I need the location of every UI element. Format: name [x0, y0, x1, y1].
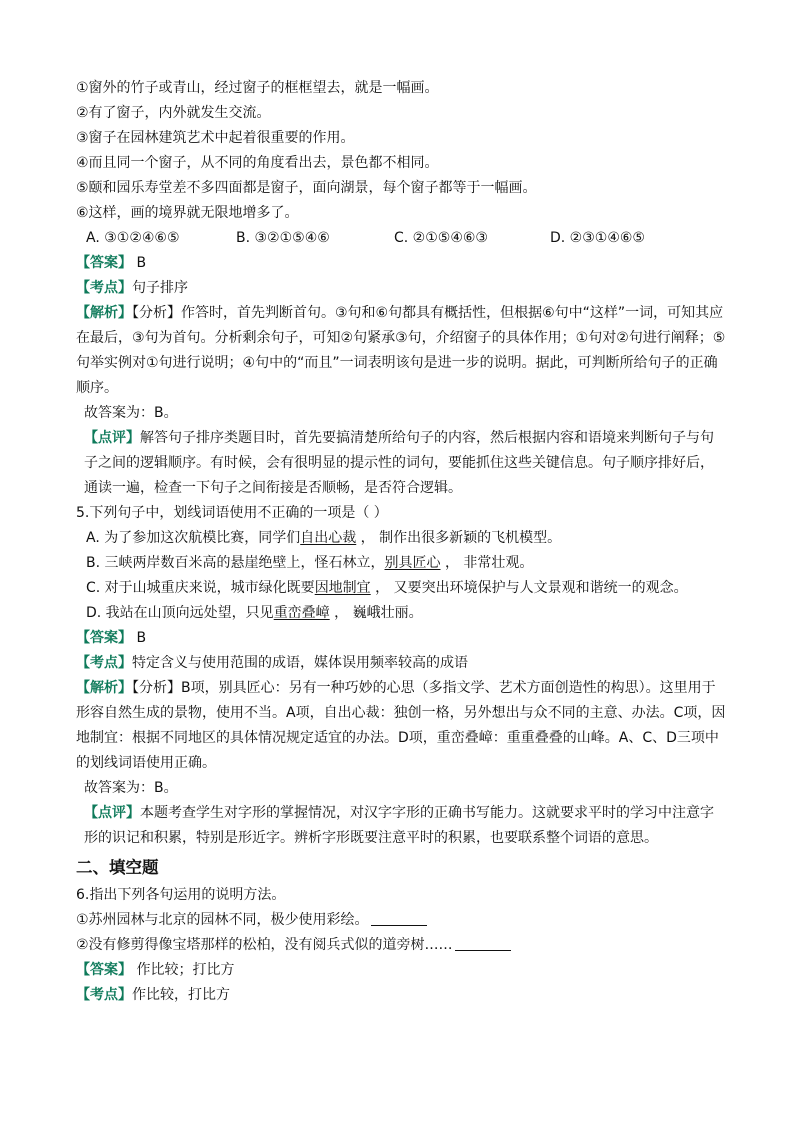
- q4-option-b: B. ③②①⑤④⑥: [236, 230, 330, 246]
- q5-answer-value: B: [132, 630, 147, 646]
- q4-answer: [76, 251, 726, 276]
- q5-final-answer: 故答案为：B。: [84, 780, 178, 796]
- q4-answer-value: B: [132, 255, 147, 271]
- q5-answer: [76, 626, 726, 651]
- q5-option-d-post: ， 巍峨壮丽。: [329, 605, 423, 621]
- document-page: [76, 76, 726, 1008]
- q5-option-c: [76, 576, 726, 601]
- q5-option-a-underlined: 自出心裁: [300, 530, 357, 546]
- q5-option-b-underlined: 别具匠心: [384, 555, 441, 571]
- q5-option-c-post: ， 又要突出环境保护与人文景观和谐统一的观念。: [370, 580, 688, 596]
- q5-option-a-pre: A. 为了参加这次航模比赛，同学们: [86, 530, 301, 546]
- q5-option-b-pre: B. 三峡两岸数百米高的悬崖绝壁上，怪石林立，: [86, 555, 385, 571]
- q6-item-1-text: ①苏州园林与北京的园林不同，极少使用彩绘。: [76, 912, 369, 928]
- q4-sentence-4: ④而且同一个窗子，从不同的角度看出去，景色都不相同。: [76, 155, 439, 171]
- q5-option-b-post: ， 非常壮观。: [440, 555, 534, 571]
- q5-answer-tag: 【答案】: [76, 630, 132, 646]
- q6-stem: 6.指出下列各句运用的说明方法。: [76, 887, 286, 903]
- q6-item-1-blank[interactable]: [371, 911, 427, 926]
- q4-sentence-3: ③窗子在园林建筑艺术中起着很重要的作用。: [76, 130, 355, 146]
- q6-kaodian-tag: 【考点】: [76, 987, 132, 1003]
- q4-kaodian-tag: 【考点】: [76, 280, 132, 296]
- q4-sentence-list: [76, 76, 726, 226]
- q4-dianping-text: 解答句子排序类题目时，首先要搞清楚所给句子的内容，然后根据内容和语境来判断句子与句子之间的逻辑顺序。有时候，会有很明显的提示性的词句，要能抓住这些关键信息。句子顺序排好后，通读一遍，检查一下句子之间衔接是否顺畅，是否符合逻辑。: [84, 430, 714, 496]
- q4-dianping: [76, 426, 726, 501]
- q5-option-c-underlined: 因地制宜: [314, 580, 371, 596]
- q6-item-2-blank[interactable]: [455, 936, 511, 951]
- q6-item-2-text: ②没有修剪得像宝塔那样的松柏，没有阅兵式似的道旁树……: [76, 937, 453, 953]
- q5-jiexi-tag: 【解析】: [76, 680, 132, 696]
- q6-answer-tag: 【答案】: [76, 962, 132, 978]
- q5-option-d-pre: D. 我站在山顶向远处望，只见: [86, 605, 274, 621]
- q4-option-c: C. ②①⑤④⑥③: [394, 230, 488, 246]
- q5-jiexi: [76, 676, 726, 776]
- q4-dianping-tag: 【点评】: [84, 430, 140, 446]
- q5-jiexi-text: 【分析】B项，别具匠心：另有一种巧妙的心思（多指文学、艺术方面创造性的构思）。这里用于形容自然生成的景物，使用不当。A项，自出心裁：独创一格，另外想出与众不同的主意、办法。C项，因地制宜：根据不同地区的具体情况规定适宜的办法。D项，重峦叠嶂：重重叠叠的山峰。A、C、D三项中的划线词语使用正确。: [76, 680, 726, 771]
- q4-option-a: A. ③①②④⑥⑤: [86, 230, 180, 246]
- q4-sentence-2: ②有了窗子，内外就发生交流。: [76, 105, 271, 121]
- q5-dianping-tag: 【点评】: [84, 805, 140, 821]
- q5-dianping: [76, 801, 726, 851]
- q4-jiexi: [76, 301, 726, 401]
- q4-answer-tag: 【答案】: [76, 255, 132, 271]
- q5-stem: 5.下列句子中，划线词语使用不正确的一项是（ ）: [76, 505, 388, 521]
- q5-dianping-text: 本题考查学生对字形的掌握情况，对汉字字形的正确书写能力。这就要求平时的学习中注意字形的识记和积累，特别是形近字。辨析字形既要注意平时的积累，也要联系整个词语的意思。: [84, 805, 714, 846]
- q4-kaodian-text: 句子排序: [132, 280, 188, 296]
- q6-answer: [76, 958, 726, 983]
- q5-option-a: [76, 526, 726, 551]
- q4-option-d: D. ②③①④⑥⑤: [550, 230, 645, 246]
- q4-sentence-6: ⑥这样，画的境界就无限地增多了。: [76, 205, 299, 221]
- q5-option-b: [76, 551, 726, 576]
- q5-option-d: [76, 601, 726, 626]
- q5-option-c-pre: C. 对于山城重庆来说，城市绿化既要: [86, 580, 315, 596]
- q5-kaodian-tag: 【考点】: [76, 655, 132, 671]
- q4-options: [76, 226, 726, 251]
- q5-option-d-underlined: 重峦叠嶂: [273, 605, 330, 621]
- q6-kaodian-text: 作比较，打比方: [132, 987, 230, 1003]
- q4-jiexi-tag: 【解析】: [76, 305, 132, 321]
- q6-item-1: [76, 908, 726, 933]
- q4-jiexi-text: 【分析】作答时，首先判断首句。③句和⑥句都具有概括性，但根据⑥句中“这样”一词，可知其应在最后，③句为首句。分析剩余句子，可知②句紧承③句，介绍窗子的具体作用；①句对②句进行阐释；⑤句举实例对①句进行说明；④句中的“而且”一词表明该句是进一步的说明。据此，可判断所给句子的正确顺序。: [76, 305, 726, 396]
- q4-sentence-5: ⑤颐和园乐寿堂差不多四面都是窗子，面向湖景，每个窗子都等于一幅画。: [76, 180, 537, 196]
- q4-sentence-1: ①窗外的竹子或青山，经过窗子的框框望去，就是一幅画。: [76, 80, 439, 96]
- q6-item-2: [76, 933, 726, 958]
- q4-final-answer: 故答案为：B。: [84, 405, 178, 421]
- q6-kaodian: [76, 983, 726, 1008]
- q5-option-a-post: ， 制作出很多新颖的飞机模型。: [356, 530, 562, 546]
- q5-kaodian-text: 特定含义与使用范围的成语，媒体误用频率较高的成语: [132, 655, 468, 671]
- q5-kaodian: [76, 651, 726, 676]
- q4-kaodian: [76, 276, 726, 301]
- section-title-fill-in: 二、填空题: [76, 858, 159, 877]
- q6-answer-value: 作比较；打比方: [132, 962, 235, 978]
